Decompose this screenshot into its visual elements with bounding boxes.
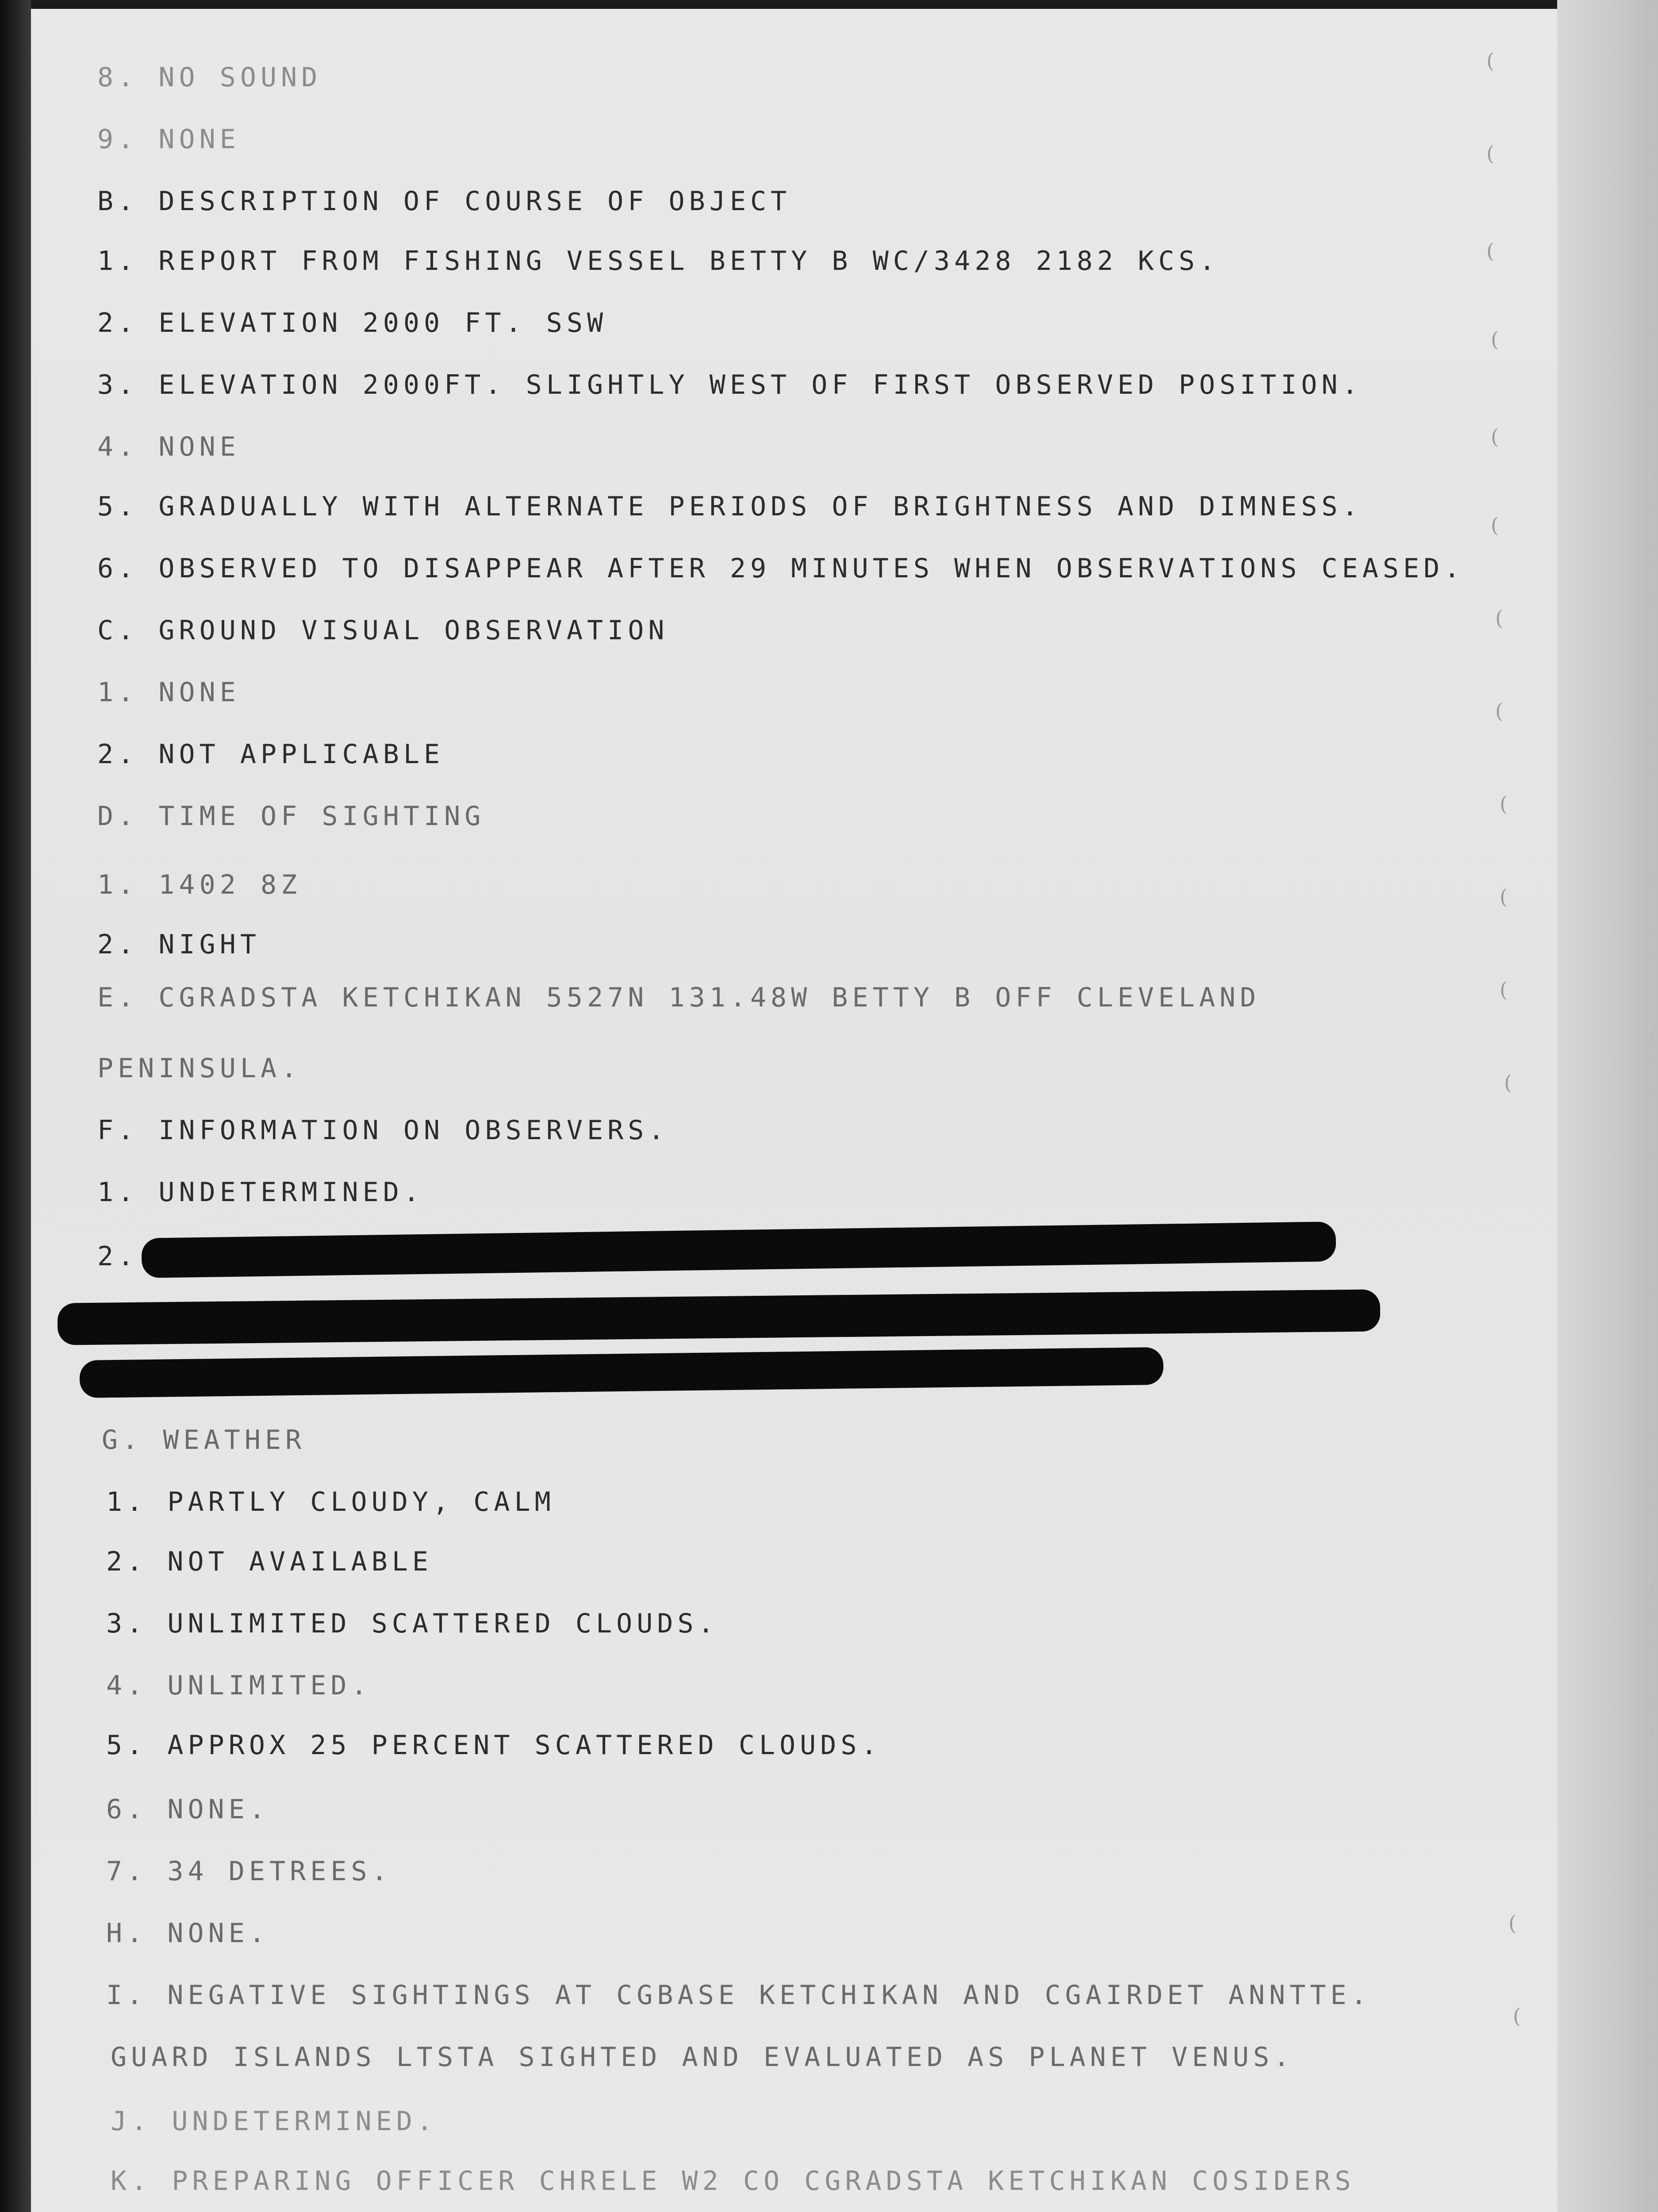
document-line: 1. UNDETERMINED. — [97, 1177, 424, 1208]
margin-mark: ( — [1500, 792, 1508, 816]
document-line: 1. REPORT FROM FISHING VESSEL BETTY B WC/3428 2182 KCS. — [97, 246, 1220, 276]
redaction-bar — [80, 1347, 1164, 1398]
document-line: PENINSULA. — [97, 1053, 302, 1084]
document-line: 8. NO SOUND — [97, 62, 322, 93]
document-line: 3. UNLIMITED SCATTERED CLOUDS. — [106, 1608, 718, 1639]
section-heading: C. GROUND VISUAL OBSERVATION — [97, 615, 669, 646]
document-line: 1. PARTLY CLOUDY, CALM — [106, 1486, 555, 1517]
redaction-bar — [142, 1221, 1336, 1278]
document-line: 4. UNLIMITED. — [106, 1670, 372, 1701]
document-line: 1. NONE — [97, 677, 240, 708]
section-heading: G. WEATHER — [102, 1425, 306, 1455]
margin-mark: ( — [1491, 327, 1499, 351]
scan-left-shadow — [0, 0, 31, 2212]
document-line: 6. OBSERVED TO DISAPPEAR AFTER 29 MINUTES WHEN OBSERVATIONS CEASED. — [97, 553, 1465, 584]
section-heading: J. UNDETERMINED. — [111, 2106, 437, 2137]
margin-mark: ( — [1500, 885, 1508, 909]
margin-mark: ( — [1486, 49, 1494, 73]
margin-mark: ( — [1508, 1911, 1516, 1935]
document-line: GUARD ISLANDS LTSTA SIGHTED AND EVALUATED AS PLANET VENUS. — [111, 2042, 1294, 2073]
margin-mark: ( — [1495, 606, 1503, 630]
redaction-bar — [58, 1289, 1381, 1345]
document-line: 2. ELEVATION 2000 FT. SSW — [97, 307, 608, 338]
document-line: 4. NONE — [97, 431, 240, 462]
section-heading: K. PREPARING OFFICER CHRELE W2 CO CGRADSTA KETCHIKAN COSIDERS — [111, 2166, 1355, 2197]
margin-mark: ( — [1500, 978, 1508, 1002]
document-line: 5. GRADUALLY WITH ALTERNATE PERIODS OF BRIGHTNESS AND DIMNESS. — [97, 491, 1362, 522]
document-line: 2. — [97, 1241, 138, 1272]
scan-right-edge — [1557, 0, 1658, 2212]
margin-mark: ( — [1491, 425, 1499, 449]
document-line: 9. NONE — [97, 124, 240, 155]
margin-mark: ( — [1504, 1071, 1512, 1094]
document-line: 5. APPROX 25 PERCENT SCATTERED CLOUDS. — [106, 1730, 882, 1761]
margin-mark: ( — [1491, 513, 1499, 537]
document-line: 2. NOT AVAILABLE — [106, 1546, 433, 1577]
margin-mark: ( — [1486, 142, 1494, 165]
document-page — [31, 9, 1557, 2212]
margin-mark: ( — [1486, 239, 1494, 263]
document-line: 6. NONE. — [106, 1794, 269, 1825]
section-heading: D. TIME OF SIGHTING — [97, 801, 485, 832]
document-line: 1. 1402 8Z — [97, 869, 302, 900]
margin-mark: ( — [1513, 2004, 1521, 2028]
document-line: 2. NOT APPLICABLE — [97, 739, 445, 770]
section-heading: H. NONE. — [106, 1918, 269, 1949]
section-heading: B. DESCRIPTION OF COURSE OF OBJECT — [97, 186, 791, 217]
document-line: 2. NIGHT — [97, 929, 261, 960]
document-line: 7. 34 DETREES. — [106, 1856, 392, 1887]
section-heading: I. NEGATIVE SIGHTINGS AT CGBASE KETCHIKAN AND CGAIRDET ANNTTE. — [106, 1980, 1371, 2011]
section-heading: E. CGRADSTA KETCHIKAN 5527N 131.48W BETTY B OFF CLEVELAND — [97, 982, 1261, 1013]
document-body — [31, 9, 1557, 2212]
margin-mark: ( — [1495, 699, 1503, 723]
section-heading: F. INFORMATION ON OBSERVERS. — [97, 1115, 669, 1146]
document-line: 3. ELEVATION 2000FT. SLIGHTLY WEST OF FIRST OBSERVED POSITION. — [97, 369, 1362, 400]
